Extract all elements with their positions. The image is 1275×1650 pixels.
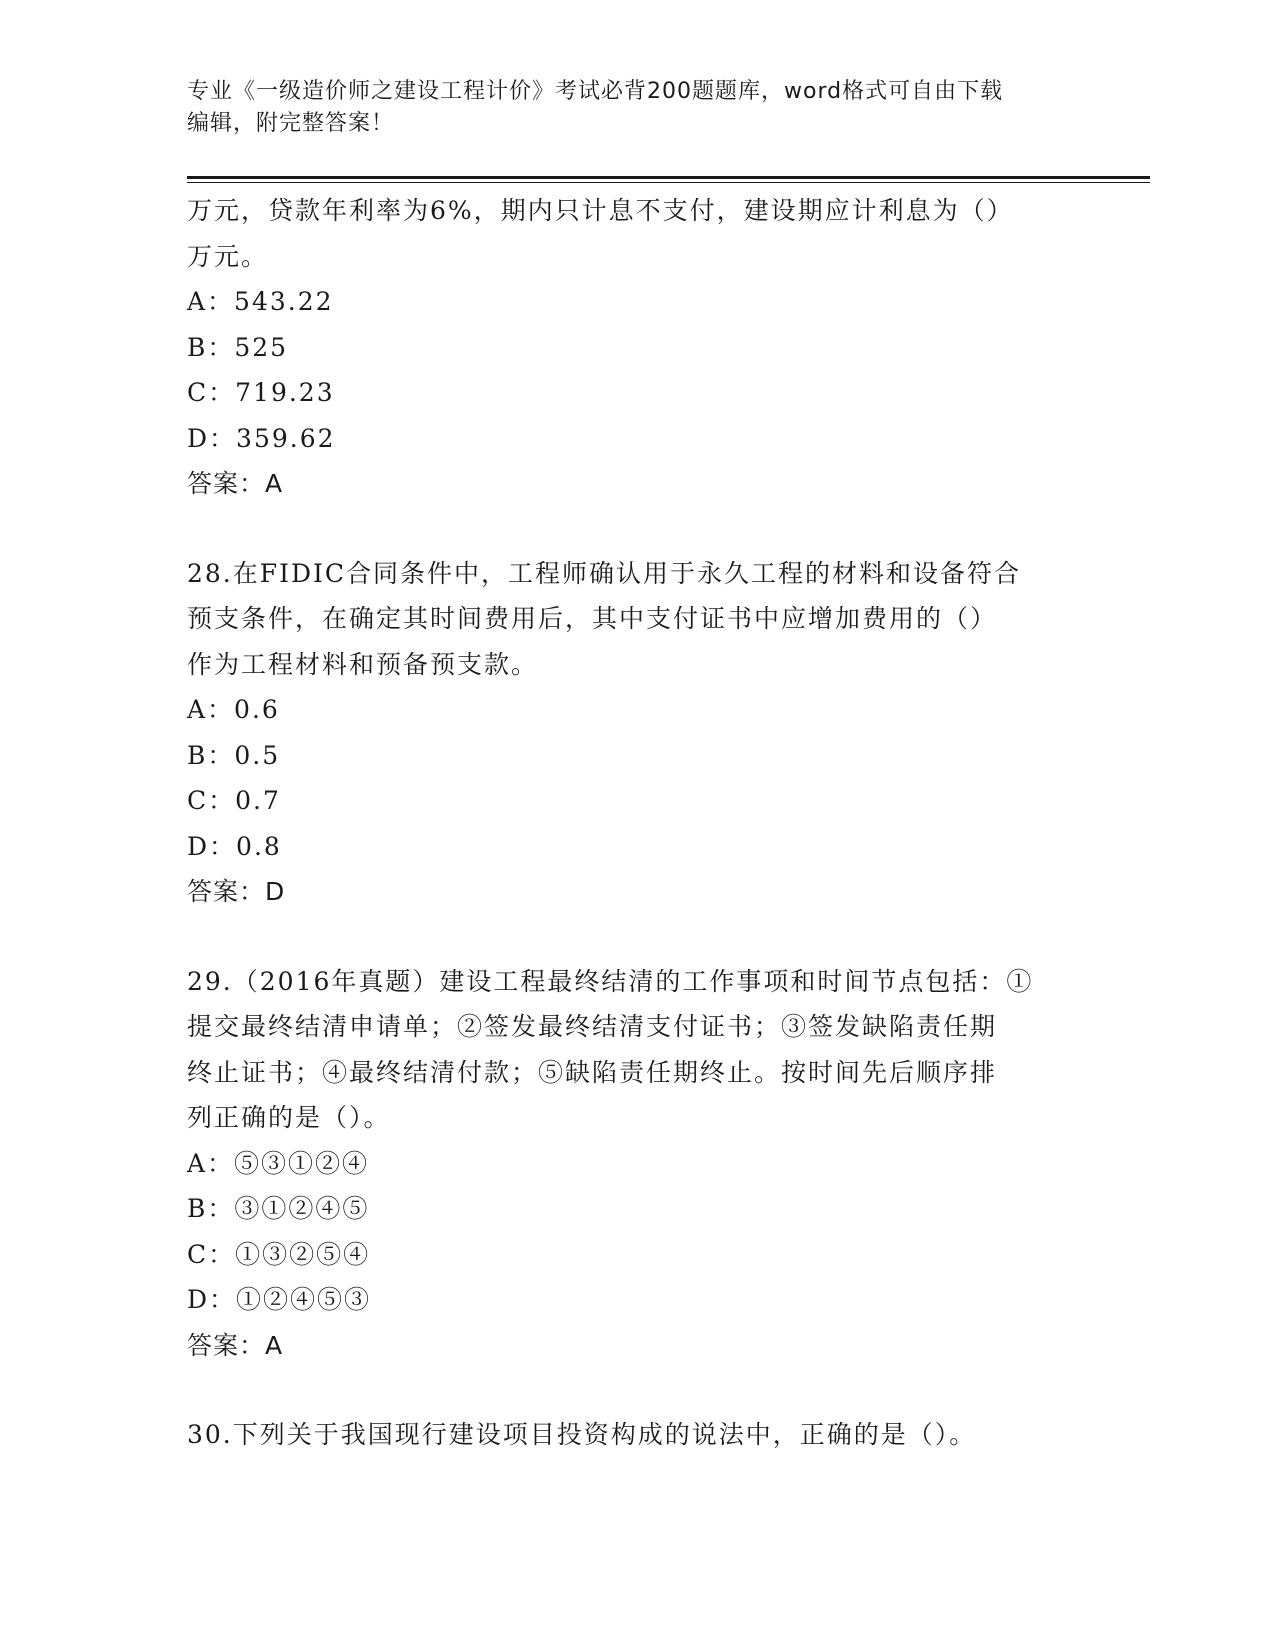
header-line-2: 编辑，附完整答案！ [187,111,395,136]
question-text-line: 提交最终结清申请单；②签发最终结清支付证书；③签发缺陷责任期 [187,1012,998,1041]
option-a: A：543.22 [187,287,334,316]
option-c: C：0.7 [187,786,281,815]
question-text-line: 万元。 [187,241,269,271]
option-b: B：0.5 [187,740,281,770]
option-b: B：③①②④⑤ [187,1194,370,1223]
answer: 答案：A [187,469,284,498]
question-text-line: 30.下列关于我国现行建设项目投资构成的说法中，正确的是（）。 [187,1420,977,1449]
question-text-line: 29.（2016年真题）建设工程最终结清的工作事项和时间节点包括：① [187,966,1034,996]
option-d: D：①②④⑤③ [187,1285,372,1314]
header-line-1: 专业《一级造价师之建设工程计价》考试必背200题题库，word格式可自由下载 [187,79,1004,104]
option-a: A：⑤③①②④ [187,1148,370,1178]
option-b: B：525 [187,332,289,362]
question-list [187,188,1087,1458]
option-c: C：719.23 [187,378,335,407]
header-rule-thin [187,182,1150,183]
question-text-line: 28.在FIDIC合同条件中，工程师确认用于永久工程的材料和设备符合 [187,558,1022,588]
answer: 答案：A [187,1330,284,1360]
header-rule-thick [187,176,1150,179]
question-block-27 [187,188,1087,507]
document-header [187,76,1067,140]
question-block-28 [187,551,1087,915]
question-text-line: 作为工程材料和预备预支款。 [187,649,539,679]
question-text-line: 预支条件，在确定其时间费用后，其中支付证书中应增加费用的（） [187,604,998,633]
question-text-line: 终止证书；④最终结清付款；⑤缺陷责任期终止。按时间先后顺序排 [187,1057,998,1087]
option-c: C：①③②⑤④ [187,1239,371,1269]
question-text-line: 列正确的是（）。 [187,1103,391,1132]
option-d: D：359.62 [187,423,336,453]
answer: 答案：D [187,877,286,906]
question-block-30 [187,1412,1087,1458]
question-block-29 [187,959,1087,1369]
option-d: D：0.8 [187,831,282,861]
option-a: A：0.6 [187,695,280,724]
question-text-line: 万元，贷款年利率为6%，期内只计息不支付，建设期应计利息为（） [187,196,1014,225]
